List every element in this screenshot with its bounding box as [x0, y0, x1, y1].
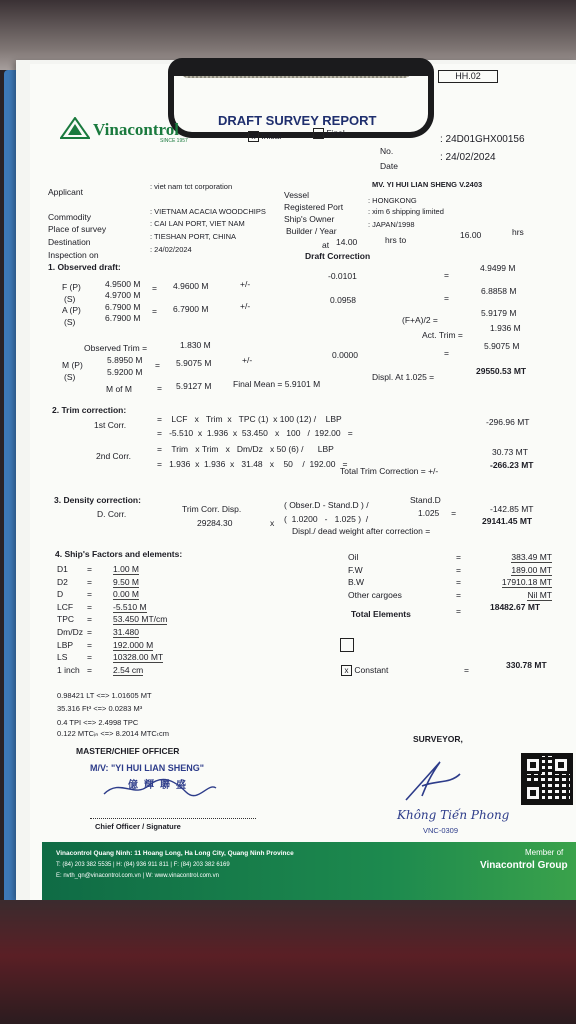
- a-result: 6.8858 M: [481, 286, 517, 296]
- port-value: : HONGKONG: [368, 196, 417, 205]
- factor-label: D2: [57, 576, 68, 587]
- stand-d-value: 1.025 =: [418, 508, 457, 518]
- footer-phones: T: (84) 203 382 5535 | H: (84) 936 911 811 | F: (84) 203 382 6169: [56, 862, 230, 868]
- stand-d-label: Stand.D: [410, 495, 441, 505]
- factor-row: [57, 589, 207, 602]
- element-eq: =: [456, 564, 461, 575]
- factor-eq: =: [87, 626, 92, 637]
- factor-label: LS: [57, 652, 68, 663]
- factor-row: [57, 564, 207, 577]
- factor-value: 10328.00 MT: [113, 652, 164, 663]
- as-value: 6.7900 M: [105, 313, 141, 323]
- element-value: 189.00 MT: [511, 564, 552, 575]
- builder-label: Builder / Year: [286, 226, 337, 236]
- ms-value: 5.9200 M: [107, 367, 143, 377]
- no-value: : 24D01GHX00156: [440, 134, 525, 145]
- first-corr-label: 1st Corr.: [94, 420, 127, 430]
- a-eq: =: [152, 306, 157, 316]
- obs-trim-value: 1.830 M: [180, 340, 211, 350]
- f-result-eq: =: [444, 270, 449, 280]
- conv-line-4: 0.122 MTCᵢₙ <=> 8.2014 MTCₜcm: [57, 729, 170, 738]
- element-value: 17910.18 MT: [501, 577, 552, 587]
- tcd-value: 29284.30: [197, 518, 233, 528]
- officer-heading: MASTER/CHIEF OFFICER: [76, 746, 180, 756]
- first-corr-values: = -5.510 x 1.936 x 53.450 x 100 / 192.00 =: [157, 428, 353, 438]
- constant-checkbox: x Constant: [341, 665, 388, 676]
- ap-value: 6.7900 M: [105, 302, 141, 312]
- mofm-label: M of M: [106, 384, 132, 394]
- ms-label: (S): [64, 372, 76, 382]
- a-result-eq: =: [444, 293, 449, 303]
- displ-value: 29550.53 MT: [476, 366, 527, 376]
- fs-value: 4.9700 M: [105, 290, 141, 300]
- factor-row: [57, 577, 207, 590]
- element-row: [346, 552, 552, 565]
- d-corr-label: D. Corr.: [97, 509, 127, 519]
- officer-caption: Chief Officer / Signature: [95, 822, 181, 831]
- factor-value: -5.510 M: [113, 601, 147, 612]
- mp-label: M (P): [62, 360, 83, 370]
- applicant-label: Applicant: [48, 187, 83, 197]
- first-corr-result: -296.96 MT: [486, 417, 530, 427]
- element-value: 383.49 MT: [511, 552, 552, 562]
- f-result: 4.9499 M: [480, 263, 516, 273]
- at-value: 14.00: [336, 237, 358, 247]
- m-pm: +/-: [242, 355, 253, 365]
- displ-label: Displ. At 1.025 =: [372, 372, 435, 382]
- element-value: Nil MT: [527, 589, 552, 600]
- total-elements-value: 18482.67 MT: [490, 602, 541, 612]
- footer-address: Vinacontrol Quang Ninh: 11 Hoang Long, Ha Long City, Quang Ninh Province: [56, 850, 294, 857]
- total-elements-eq: =: [456, 606, 461, 616]
- f-eq: =: [152, 283, 157, 293]
- a-mean: 6.7900 M: [173, 304, 209, 314]
- background-bottom: [0, 900, 576, 1024]
- element-eq: =: [456, 589, 461, 600]
- initial-checkbox: x Initial: [248, 131, 281, 142]
- vessel-label: Vessel: [284, 190, 310, 200]
- destination-label: Destination: [48, 237, 91, 247]
- m-result: 5.9075 M: [484, 341, 520, 351]
- obs-trim-label: Observed Trim =: [84, 343, 148, 353]
- m-eq: =: [155, 360, 160, 370]
- as-label: (S): [64, 317, 76, 327]
- fp-label: F (P): [62, 282, 81, 292]
- f-mean: 4.9600 M: [173, 281, 209, 291]
- conv-line-2: 35.316 Ft³ <=> 0.0283 M³: [57, 704, 143, 713]
- act-trim-value: 1.936 M: [490, 323, 521, 333]
- factor-eq: =: [87, 601, 92, 612]
- logo-since: SINCE 1957: [160, 138, 188, 144]
- mofm-value: 5.9127 M: [176, 381, 212, 391]
- report-title: DRAFT SURVEY REPORT: [218, 113, 377, 128]
- after-correction-label: Displ./ dead weight after correction =: [292, 526, 431, 536]
- date-value: : 24/02/2024: [440, 152, 496, 163]
- factor-value: 2.54 cm: [113, 664, 144, 675]
- at-label: at: [322, 240, 330, 250]
- footer-group-name: Vinacontrol Group: [480, 860, 568, 871]
- factor-eq: =: [87, 576, 92, 587]
- factor-value: 9.50 M: [113, 576, 139, 587]
- density-heading: 3. Density correction:: [54, 495, 141, 505]
- destination-value: : TIESHAN PORT, CHINA: [150, 232, 236, 241]
- conv-line-1: 0.98421 LT <=> 1.01605 MT: [57, 691, 152, 700]
- element-label: F.W: [348, 564, 363, 575]
- element-row: [346, 590, 552, 603]
- footer-band: [42, 842, 576, 900]
- element-eq: =: [456, 552, 461, 562]
- m-result-eq: =: [444, 348, 449, 358]
- second-corr-values: = 1.936 x 1.936 x 31.48 x 50 / 192.00 =: [157, 459, 348, 469]
- factor-eq: =: [87, 639, 92, 650]
- element-row: [346, 565, 552, 578]
- fp-value: 4.9500 M: [105, 279, 141, 289]
- factor-eq: =: [87, 614, 92, 625]
- factor-row: [57, 614, 207, 627]
- ap-label: A (P): [62, 305, 81, 315]
- second-corr-label: 2nd Corr.: [96, 451, 131, 461]
- applicant-value: : viet nam tct corporation: [150, 182, 233, 191]
- factor-label: Dm/Dz: [57, 626, 83, 637]
- after-correction-value: 29141.45 MT: [482, 516, 533, 526]
- commodity-value: : VIETNAM ACACIA WOODCHIPS: [150, 207, 266, 216]
- officer-signature-scribble: [100, 776, 220, 805]
- mofm-eq: =: [157, 383, 162, 393]
- total-trim-value: -266.23 MT: [490, 460, 534, 470]
- constant-eq: =: [464, 665, 469, 675]
- factor-value: 31.480: [113, 626, 139, 637]
- total-elements-label: Total Elements: [351, 609, 411, 619]
- surveyor-signature-scribble: [400, 756, 480, 809]
- port-label: Registered Port: [284, 202, 344, 212]
- mp-value: 5.8950 M: [107, 355, 143, 365]
- vessel-value: MV. YI HUI LIAN SHENG V.2403: [372, 180, 483, 189]
- date-label: Date: [380, 161, 398, 171]
- element-label: Oil: [348, 552, 359, 562]
- factor-label: TPC: [57, 614, 74, 625]
- surveyor-name: Không Tiến Phong: [397, 808, 510, 822]
- element-label: Other cargoes: [348, 589, 402, 600]
- hrs-to-label: hrs to: [385, 235, 407, 245]
- form-code: HH.02: [438, 70, 498, 83]
- inspection-value: : 24/02/2024: [150, 245, 192, 254]
- factor-value: 192.000 M: [113, 639, 154, 650]
- fa2-value: 5.9179 M: [481, 308, 517, 318]
- factor-value: 0.00 M: [113, 589, 139, 600]
- place-value: : CAI LAN PORT, VIET NAM: [150, 219, 245, 228]
- obs-d-value: ( 1.0200 - 1.025 ) /: [284, 514, 369, 524]
- elements-list: [346, 552, 552, 602]
- factor-label: D: [57, 589, 64, 600]
- hrs-label: hrs: [512, 227, 524, 237]
- element-eq: =: [456, 577, 461, 587]
- factor-label: LCF: [57, 601, 74, 612]
- surveyor-code: VNC-0309: [423, 826, 459, 835]
- conv-line-3: 0.4 TPI <=> 2.4998 TPC: [57, 718, 139, 727]
- second-corr-formula: = Trim x Trim x Dm/Dz x 50 (6) / LBP: [157, 444, 334, 454]
- act-trim-label: Act. Trim =: [422, 330, 463, 340]
- empty-checkbox: [340, 638, 354, 652]
- to-value: 16.00: [460, 230, 482, 240]
- factors-heading: 4. Ship's Factors and elements:: [55, 549, 183, 559]
- qr-code-icon: [524, 756, 570, 802]
- f-correction: -0.0101: [328, 271, 357, 281]
- owner-label: Ship's Owner: [284, 214, 335, 224]
- factor-value: 53.450 MT/cm: [113, 614, 168, 625]
- density-x: x: [270, 518, 275, 528]
- footer-member-of: Member of: [525, 848, 564, 857]
- factor-row: [57, 652, 207, 665]
- footer-contacts: E: nvth_qn@vinacontrol.com.vn | W: www.vinacontrol.com.vn: [56, 873, 219, 879]
- constant-value: 330.78 MT: [506, 660, 547, 670]
- factor-label: LBP: [57, 639, 74, 650]
- factor-eq: =: [87, 589, 92, 600]
- surveyor-heading: SURVEYOR,: [413, 734, 463, 744]
- trim-heading: 2. Trim correction:: [52, 405, 127, 415]
- m-correction: 0.0000: [332, 350, 358, 360]
- element-label: B.W: [348, 577, 365, 587]
- officer-signature-line: [90, 818, 256, 819]
- factor-row: [57, 602, 207, 615]
- element-row: [346, 577, 552, 590]
- builder-value: : JAPAN/1998: [368, 220, 415, 229]
- commodity-label: Commodity: [48, 212, 91, 222]
- m-mean: 5.9075 M: [176, 358, 212, 368]
- factor-row: [57, 640, 207, 653]
- obs-stand-label: ( Obser.D - Stand.D ) /: [284, 500, 369, 510]
- second-corr-result: 30.73 MT: [492, 447, 528, 457]
- factors-list: [57, 564, 207, 677]
- factor-eq: =: [87, 652, 92, 663]
- fs-label: (S): [64, 294, 76, 304]
- company-chop: 億輝聯盛: [128, 780, 192, 791]
- final-checkbox: Final: [313, 128, 345, 139]
- a-correction: 0.0958: [330, 295, 356, 305]
- no-label: No.: [380, 146, 394, 156]
- officer-vessel-line: M/V: "YI HUI LIAN SHENG": [90, 763, 205, 773]
- draft-correction-label: Draft Correction: [305, 251, 371, 261]
- factor-value: 1.00 M: [113, 564, 139, 574]
- fa2-label: (F+A)/2 =: [402, 315, 438, 325]
- tcd-label: Trim Corr. Disp.: [182, 504, 242, 514]
- first-corr-formula: = LCF x Trim x TPC (1) x 100 (12) / LBP: [157, 414, 342, 424]
- factor-eq: =: [87, 664, 92, 675]
- density-result: -142.85 MT: [490, 504, 534, 514]
- factor-label: D1: [57, 564, 68, 574]
- final-mean: Final Mean = 5.9101 M: [233, 379, 321, 389]
- logo-text: Vinacontrol: [93, 120, 179, 139]
- observed-heading: 1. Observed draft:: [48, 262, 121, 272]
- inspection-label: Inspection on: [48, 250, 99, 260]
- vinacontrol-logo-icon: [60, 117, 90, 144]
- a-pm: +/-: [240, 301, 251, 311]
- factor-row: [57, 627, 207, 640]
- factor-label: 1 inch: [57, 664, 80, 675]
- total-trim-label: Total Trim Correction = +/-: [340, 466, 439, 476]
- factor-eq: =: [87, 564, 92, 574]
- owner-value: : xim 6 shipping limited: [368, 207, 444, 216]
- f-pm: +/-: [240, 279, 251, 289]
- factor-row: [57, 665, 207, 678]
- place-label: Place of survey: [48, 224, 107, 234]
